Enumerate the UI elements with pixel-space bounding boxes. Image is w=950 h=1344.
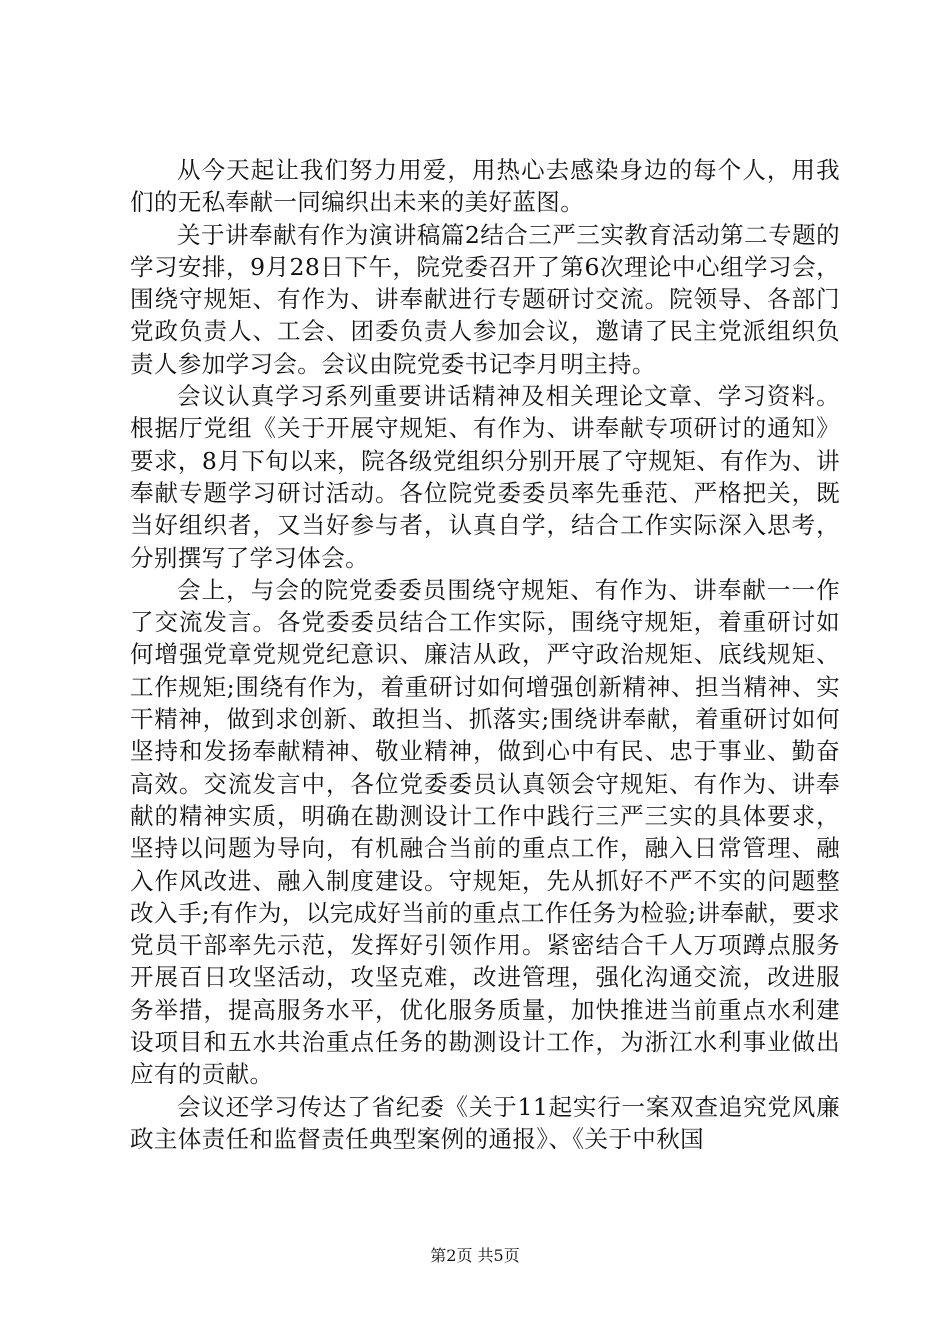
document-body <box>130 154 840 1155</box>
paragraph: 会上，与会的院党委委员围绕守规矩、有作为、讲奉献一一作了交流发言。各党委委员结合工作实际，围绕守规矩，着重研讨如何增强党章党规党纪意识、廉洁从政，严守政治规矩、底线规矩、工作规矩;围绕有作为，着重研讨如何增强创新精神、担当精神、实干精神，做到求创新、敢担当、抓落实;围绕讲奉献，着重研讨如何坚持和发扬奉献精神、敬业精神，做到心中有民、忠于事业、勤奋高效。交流发言中，各位党委委员认真领会守规矩、有作为、讲奉献的精神实质，明确在勘测设计工作中践行三严三实的具体要求，坚持以问题为导向，有机融合当前的重点工作，融入日常管理、融入作风改进、融入制度建设。守规矩，先从抓好不严不实的问题整改入手;有作为，以完成好当前的重点工作任务为检验;讲奉献，要求党员干部率先示范，发挥好引领作用。紧密结合千人万项蹲点服务开展百日攻坚活动，攻坚克难，改进管理，强化沟通交流，改进服务举措，提高服务水平，优化服务质量，加快推进当前重点水利建设项目和五水共治重点任务的勘测设计工作，为浙江水利事业做出应有的贡献。 <box>130 575 840 1089</box>
paragraph: 从今天起让我们努力用爱，用热心去感染身边的每个人，用我们的无私奉献一同编织出未来的美好蓝图。 <box>130 156 840 217</box>
page-footer: 第2页 共5页 <box>430 1246 520 1265</box>
paragraph: 会议认真学习系列重要讲话精神及相关理论文章、学习资料。根据厅党组《关于开展守规矩、有作为、讲奉献专项研讨的通知》要求，8月下旬以来，院各级党组织分别开展了守规矩、有作为、讲奉献专题学习研讨活动。各位院党委委员率先垂范、严格把关，既当好组织者，又当好参与者，认真自学，结合工作实际深入思考，分别撰写了学习体会。 <box>130 382 840 572</box>
paragraph: 会议还学习传达了省纪委《关于11起实行一案双查追究党风廉政主体责任和监督责任典型案例的通报》、《关于中秋国 <box>130 1092 840 1153</box>
paragraph: 关于讲奉献有作为演讲稿篇2结合三严三实教育活动第二专题的学习安排，9月28日下午，院党委召开了第6次理论中心组学习会，围绕守规矩、有作为、讲奉献进行专题研讨交流。院领导、各部门党政负责人、工会、团委负责人参加会议，邀请了民主党派组织负责人参加学习会。会议由院党委书记李月明主持。 <box>130 220 840 378</box>
